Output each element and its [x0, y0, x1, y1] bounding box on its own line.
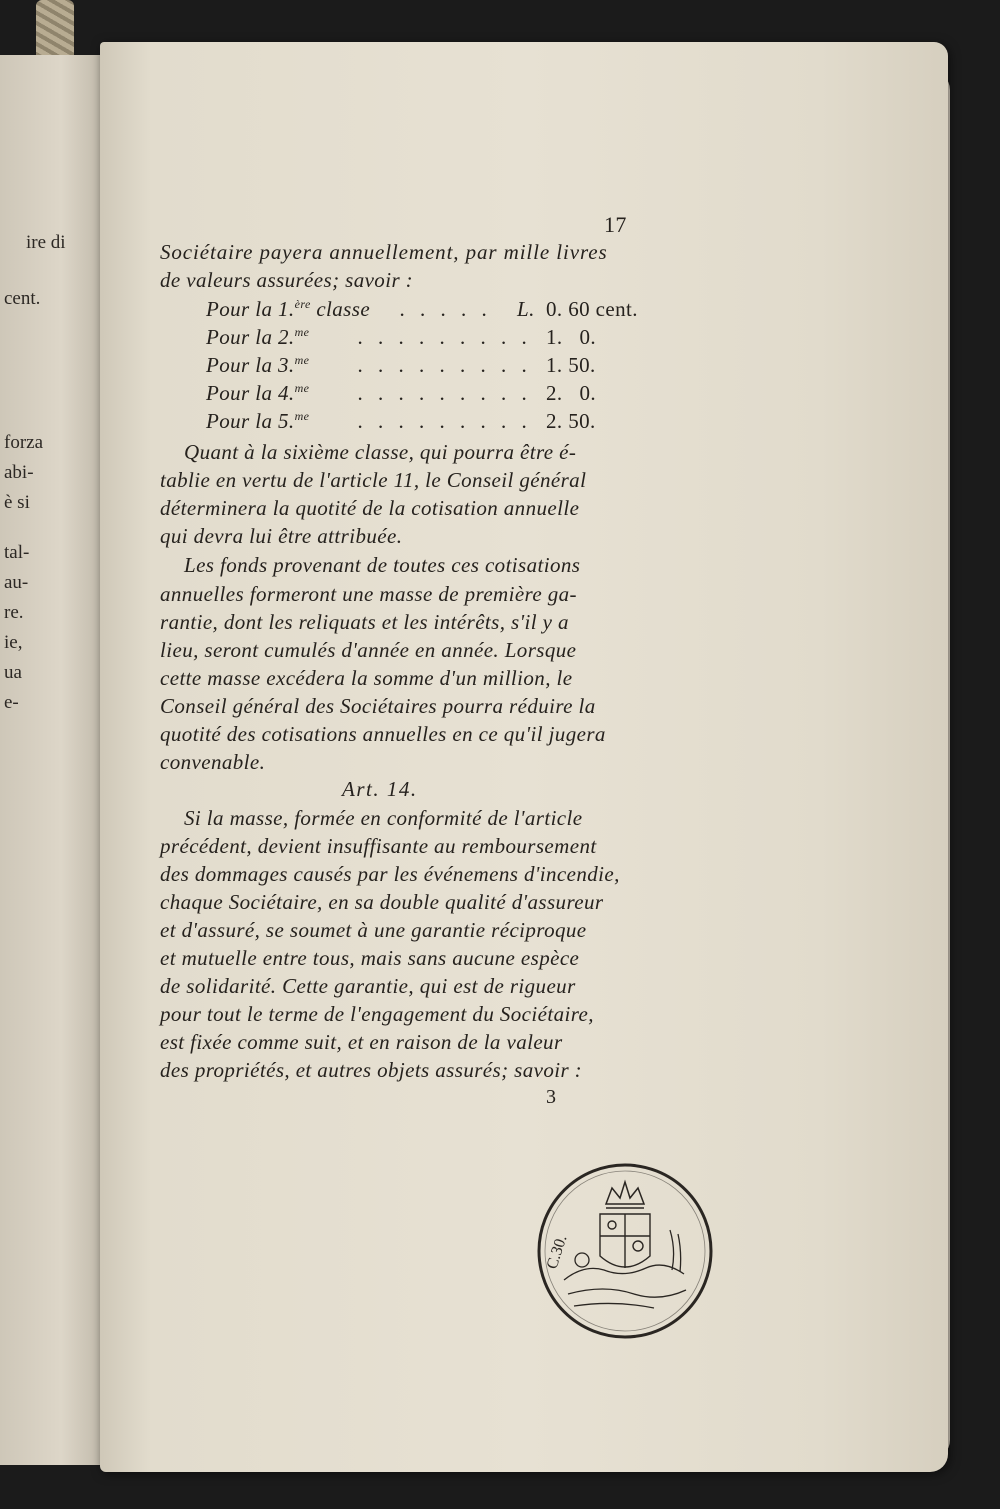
rate-row: Pour la 1.$^{ère}$ classe — [206, 297, 371, 321]
left-line: ua — [4, 662, 22, 683]
text-line: Conseil général des Sociétaires pourra réduire la — [160, 694, 596, 718]
text-line: pour tout le terme de l'engagement du Sociétaire, — [160, 1002, 594, 1026]
rate-value: 2. 0. — [546, 381, 597, 405]
text-line: convenable. — [160, 750, 266, 774]
text-line: des propriétés, et autres objets assurés; savoir : — [160, 1058, 583, 1082]
text-line: précédent, devient insuffisante au remboursement — [160, 834, 597, 858]
left-line: è si — [4, 492, 30, 513]
left-line: e- — [4, 692, 19, 713]
text-line: cette masse excédera la somme d'un million, le — [160, 666, 573, 690]
text-line: tablie en vertu de l'article 11, le Conseil général — [160, 468, 587, 492]
left-line: tal- — [4, 542, 30, 563]
rate-value: 0. 60 cent. — [546, 297, 638, 321]
rate-row: Pour la 4.$^{me}$ — [206, 381, 310, 405]
text-line: chaque Sociétaire, en sa double qualité d'assureur — [160, 890, 604, 914]
text-line: rantie, dont les reliquats et les intérêts, s'il y a — [160, 610, 569, 634]
text-line: de solidarité. Cette garantie, qui est de rigueur — [160, 974, 576, 998]
leader-dots: . . . . . . . . . — [358, 381, 533, 405]
text-line: Quant à la sixième classe, qui pourra être é- — [184, 440, 577, 464]
crown-icon — [606, 1182, 644, 1208]
rate-value: 1. 50. — [546, 353, 596, 377]
text-line: Les fonds provenant de toutes ces cotisations — [184, 553, 581, 577]
rate-value: 1. 0. — [546, 325, 597, 349]
coat-of-arms-icon — [600, 1214, 650, 1268]
leader-dots: . . . . . . . . . — [358, 409, 533, 433]
text-line: des dommages causés par les événemens d'incendie, — [160, 862, 620, 886]
leader-dots: . . . . . . . . . — [358, 325, 533, 349]
library-stamp-seal — [534, 1160, 716, 1342]
rate-value: 2. 50. — [546, 409, 596, 433]
left-line: re. — [4, 602, 24, 623]
left-line: forza — [4, 432, 44, 453]
text-line: Sociétaire payera annuellement, par mille livres — [160, 240, 608, 264]
binding-cord — [36, 0, 74, 62]
left-line: abi- — [4, 462, 34, 483]
text-line: annuelles formeront une masse de première ga- — [160, 582, 577, 606]
left-line: ie, — [4, 632, 23, 653]
signature-mark: 3 — [546, 1086, 557, 1108]
text-line: quotité des cotisations annuelles en ce qu'il jugera — [160, 722, 606, 746]
text-line: et d'assuré, se soumet à une garantie réciproque — [160, 918, 587, 942]
stamp-text: C.30. — [543, 1233, 571, 1272]
rate-row: Pour la 5.$^{me}$ — [206, 409, 310, 433]
rate-row: Pour la 2.$^{me}$ — [206, 325, 310, 349]
leader-dots: . . . . . — [400, 297, 493, 321]
left-line: au- — [4, 572, 29, 593]
left-facing-page — [0, 55, 115, 1465]
currency-label: L. — [517, 297, 535, 321]
text-line: Si la masse, formée en conformité de l'article — [184, 806, 583, 830]
leader-dots: . . . . . . . . . — [358, 353, 533, 377]
text-line: est fixée comme suit, et en raison de la valeur — [160, 1030, 563, 1054]
page-number: 17 — [604, 212, 627, 237]
rate-row: Pour la 3.$^{me}$ — [206, 353, 310, 377]
text-line: déterminera la quotité de la cotisation annuelle — [160, 496, 580, 520]
left-line: cent. — [4, 288, 41, 309]
left-line: ire di — [26, 232, 66, 253]
text-line: de valeurs assurées; savoir : — [160, 268, 414, 292]
article-heading: Art. 14. — [342, 777, 418, 801]
text-line: qui devra lui être attribuée. — [160, 524, 403, 548]
text-line: et mutuelle entre tous, mais sans aucune espèce — [160, 946, 580, 970]
text-line: lieu, seront cumulés d'année en année. Lorsque — [160, 638, 577, 662]
